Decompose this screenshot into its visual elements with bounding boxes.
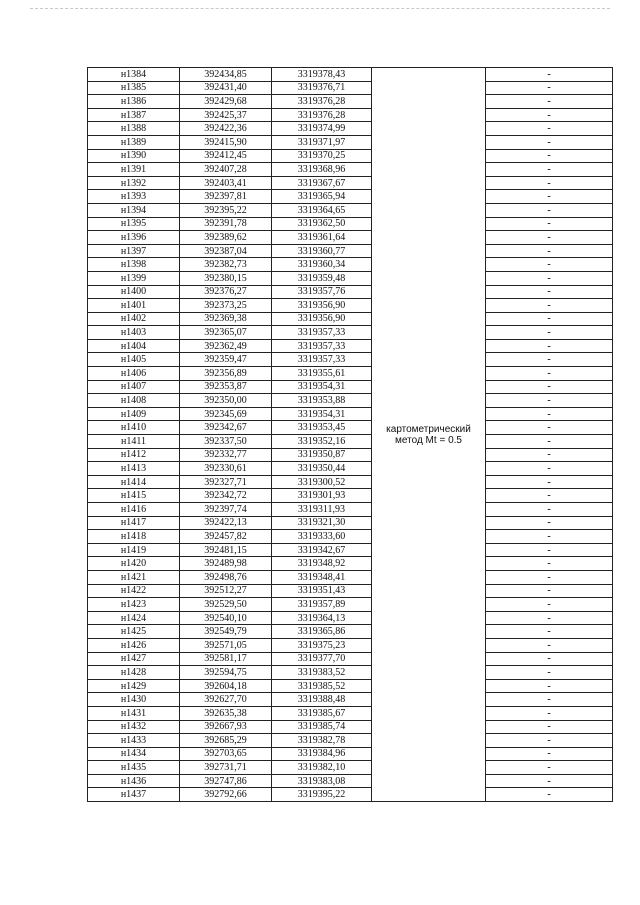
table-row	[88, 312, 613, 326]
point-id-cell: н1394	[88, 203, 180, 217]
y-coordinate-cell: 3319377,70	[272, 652, 372, 666]
table-row	[88, 462, 613, 476]
table-row	[88, 190, 613, 204]
note-cell: -	[486, 163, 613, 177]
table-row	[88, 598, 613, 612]
note-cell: -	[486, 285, 613, 299]
table-row	[88, 299, 613, 313]
note-cell: -	[486, 462, 613, 476]
x-coordinate-cell: 392498,76	[180, 570, 272, 584]
note-cell: -	[486, 190, 613, 204]
table-row	[88, 570, 613, 584]
table-row	[88, 394, 613, 408]
x-coordinate-cell: 392373,25	[180, 299, 272, 313]
note-cell: -	[486, 135, 613, 149]
y-coordinate-cell: 3319376,71	[272, 81, 372, 95]
note-cell: -	[486, 149, 613, 163]
note-cell: -	[486, 747, 613, 761]
y-coordinate-cell: 3319384,96	[272, 747, 372, 761]
note-cell: -	[486, 353, 613, 367]
point-id-cell: н1410	[88, 421, 180, 435]
point-id-cell: н1436	[88, 774, 180, 788]
note-cell: -	[486, 203, 613, 217]
point-id-cell: н1420	[88, 557, 180, 571]
x-coordinate-cell: 392549,79	[180, 625, 272, 639]
note-cell: -	[486, 706, 613, 720]
table-row	[88, 611, 613, 625]
note-cell: -	[486, 394, 613, 408]
y-coordinate-cell: 3319385,67	[272, 706, 372, 720]
note-cell: -	[486, 217, 613, 231]
y-coordinate-cell: 3319353,88	[272, 394, 372, 408]
y-coordinate-cell: 3319378,43	[272, 68, 372, 82]
point-id-cell: н1393	[88, 190, 180, 204]
x-coordinate-cell: 392594,75	[180, 666, 272, 680]
table-row	[88, 774, 613, 788]
point-id-cell: н1414	[88, 475, 180, 489]
y-coordinate-cell: 3319382,78	[272, 734, 372, 748]
y-coordinate-cell: 3319350,44	[272, 462, 372, 476]
table-row	[88, 734, 613, 748]
note-cell: -	[486, 530, 613, 544]
y-coordinate-cell: 3319348,92	[272, 557, 372, 571]
table-row	[88, 720, 613, 734]
y-coordinate-cell: 3319361,64	[272, 231, 372, 245]
x-coordinate-cell: 392489,98	[180, 557, 272, 571]
note-cell: -	[486, 611, 613, 625]
x-coordinate-cell: 392635,38	[180, 706, 272, 720]
coordinates-table-body	[88, 68, 613, 802]
table-row	[88, 543, 613, 557]
point-id-cell: н1397	[88, 244, 180, 258]
table-row	[88, 353, 613, 367]
note-cell: -	[486, 122, 613, 136]
x-coordinate-cell: 392422,13	[180, 516, 272, 530]
point-id-cell: н1405	[88, 353, 180, 367]
x-coordinate-cell: 392604,18	[180, 679, 272, 693]
y-coordinate-cell: 3319362,50	[272, 217, 372, 231]
x-coordinate-cell: 392389,62	[180, 231, 272, 245]
point-id-cell: н1435	[88, 761, 180, 775]
x-coordinate-cell: 392667,93	[180, 720, 272, 734]
x-coordinate-cell: 392403,41	[180, 176, 272, 190]
point-id-cell: н1400	[88, 285, 180, 299]
point-id-cell: н1384	[88, 68, 180, 82]
point-id-cell: н1387	[88, 108, 180, 122]
note-cell: -	[486, 367, 613, 381]
y-coordinate-cell: 3319311,93	[272, 503, 372, 517]
table-row	[88, 176, 613, 190]
x-coordinate-cell: 392512,27	[180, 584, 272, 598]
y-coordinate-cell: 3319357,33	[272, 353, 372, 367]
x-coordinate-cell: 392332,77	[180, 448, 272, 462]
y-coordinate-cell: 3319368,96	[272, 163, 372, 177]
y-coordinate-cell: 3319360,34	[272, 258, 372, 272]
point-id-cell: н1419	[88, 543, 180, 557]
table-row	[88, 652, 613, 666]
note-cell: -	[486, 95, 613, 109]
point-id-cell: н1406	[88, 367, 180, 381]
table-row	[88, 217, 613, 231]
x-coordinate-cell: 392345,69	[180, 407, 272, 421]
point-id-cell: н1416	[88, 503, 180, 517]
point-id-cell: н1404	[88, 339, 180, 353]
x-coordinate-cell: 392395,22	[180, 203, 272, 217]
y-coordinate-cell: 3319365,86	[272, 625, 372, 639]
note-cell: -	[486, 326, 613, 340]
table-row	[88, 271, 613, 285]
table-row	[88, 557, 613, 571]
x-coordinate-cell: 392397,74	[180, 503, 272, 517]
note-cell: -	[486, 271, 613, 285]
y-coordinate-cell: 3319357,76	[272, 285, 372, 299]
y-coordinate-cell: 3319354,31	[272, 407, 372, 421]
table-row	[88, 108, 613, 122]
note-cell: -	[486, 693, 613, 707]
table-row	[88, 244, 613, 258]
point-id-cell: н1392	[88, 176, 180, 190]
y-coordinate-cell: 3319357,89	[272, 598, 372, 612]
note-cell: -	[486, 448, 613, 462]
point-id-cell: н1391	[88, 163, 180, 177]
x-coordinate-cell: 392571,05	[180, 638, 272, 652]
note-cell: -	[486, 652, 613, 666]
point-id-cell: н1401	[88, 299, 180, 313]
note-cell: -	[486, 81, 613, 95]
point-id-cell: н1413	[88, 462, 180, 476]
x-coordinate-cell: 392540,10	[180, 611, 272, 625]
point-id-cell: н1417	[88, 516, 180, 530]
note-cell: -	[486, 788, 613, 802]
note-cell: -	[486, 666, 613, 680]
table-row	[88, 135, 613, 149]
y-coordinate-cell: 3319355,61	[272, 367, 372, 381]
x-coordinate-cell: 392350,00	[180, 394, 272, 408]
note-cell: -	[486, 734, 613, 748]
x-coordinate-cell: 392407,28	[180, 163, 272, 177]
x-coordinate-cell: 392356,89	[180, 367, 272, 381]
table-row	[88, 503, 613, 517]
y-coordinate-cell: 3319385,74	[272, 720, 372, 734]
y-coordinate-cell: 3319342,67	[272, 543, 372, 557]
table-row	[88, 693, 613, 707]
note-cell: -	[486, 380, 613, 394]
table-row	[88, 122, 613, 136]
point-id-cell: н1434	[88, 747, 180, 761]
table-row	[88, 203, 613, 217]
point-id-cell: н1390	[88, 149, 180, 163]
x-coordinate-cell: 392434,85	[180, 68, 272, 82]
y-coordinate-cell: 3319359,48	[272, 271, 372, 285]
note-cell: -	[486, 312, 613, 326]
y-coordinate-cell: 3319333,60	[272, 530, 372, 544]
x-coordinate-cell: 392327,71	[180, 475, 272, 489]
point-id-cell: н1403	[88, 326, 180, 340]
x-coordinate-cell: 392429,68	[180, 95, 272, 109]
note-cell: -	[486, 720, 613, 734]
table-row	[88, 421, 613, 435]
note-cell: -	[486, 584, 613, 598]
point-id-cell: н1433	[88, 734, 180, 748]
table-row	[88, 489, 613, 503]
x-coordinate-cell: 392382,73	[180, 258, 272, 272]
point-id-cell: н1395	[88, 217, 180, 231]
x-coordinate-cell: 392457,82	[180, 530, 272, 544]
point-id-cell: н1402	[88, 312, 180, 326]
table-row	[88, 530, 613, 544]
note-cell: -	[486, 258, 613, 272]
note-cell: -	[486, 435, 613, 449]
point-id-cell: н1386	[88, 95, 180, 109]
table-row	[88, 149, 613, 163]
note-cell: -	[486, 299, 613, 313]
table-row	[88, 666, 613, 680]
y-coordinate-cell: 3319364,65	[272, 203, 372, 217]
point-id-cell: н1422	[88, 584, 180, 598]
x-coordinate-cell: 392369,38	[180, 312, 272, 326]
y-coordinate-cell: 3319356,90	[272, 299, 372, 313]
method-cell	[372, 68, 486, 802]
x-coordinate-cell: 392359,47	[180, 353, 272, 367]
point-id-cell: н1431	[88, 706, 180, 720]
x-coordinate-cell: 392747,86	[180, 774, 272, 788]
y-coordinate-cell: 3319301,93	[272, 489, 372, 503]
y-coordinate-cell: 3319376,28	[272, 108, 372, 122]
note-cell: -	[486, 244, 613, 258]
x-coordinate-cell: 392703,65	[180, 747, 272, 761]
y-coordinate-cell: 3319357,33	[272, 339, 372, 353]
y-coordinate-cell: 3319376,28	[272, 95, 372, 109]
note-cell: -	[486, 638, 613, 652]
table-row	[88, 448, 613, 462]
y-coordinate-cell: 3319354,31	[272, 380, 372, 394]
page-top-edge-line	[30, 8, 610, 10]
note-cell: -	[486, 489, 613, 503]
point-id-cell: н1428	[88, 666, 180, 680]
point-id-cell: н1427	[88, 652, 180, 666]
table-row	[88, 285, 613, 299]
y-coordinate-cell: 3319350,87	[272, 448, 372, 462]
point-id-cell: н1430	[88, 693, 180, 707]
point-id-cell: н1437	[88, 788, 180, 802]
note-cell: -	[486, 543, 613, 557]
note-cell: -	[486, 557, 613, 571]
y-coordinate-cell: 3319353,45	[272, 421, 372, 435]
x-coordinate-cell: 392529,50	[180, 598, 272, 612]
x-coordinate-cell: 392362,49	[180, 339, 272, 353]
table-row	[88, 761, 613, 775]
table-row	[88, 475, 613, 489]
table-row	[88, 516, 613, 530]
note-cell: -	[486, 598, 613, 612]
point-id-cell: н1424	[88, 611, 180, 625]
note-cell: -	[486, 176, 613, 190]
y-coordinate-cell: 3319370,25	[272, 149, 372, 163]
y-coordinate-cell: 3319360,77	[272, 244, 372, 258]
table-row	[88, 163, 613, 177]
table-row	[88, 367, 613, 381]
y-coordinate-cell: 3319374,99	[272, 122, 372, 136]
table-row	[88, 435, 613, 449]
point-id-cell: н1426	[88, 638, 180, 652]
x-coordinate-cell: 392337,50	[180, 435, 272, 449]
table-row	[88, 638, 613, 652]
x-coordinate-cell: 392365,07	[180, 326, 272, 340]
y-coordinate-cell: 3319383,52	[272, 666, 372, 680]
note-cell: -	[486, 761, 613, 775]
point-id-cell: н1432	[88, 720, 180, 734]
y-coordinate-cell: 3319348,41	[272, 570, 372, 584]
y-coordinate-cell: 3319321,30	[272, 516, 372, 530]
note-cell: -	[486, 475, 613, 489]
point-id-cell: н1415	[88, 489, 180, 503]
x-coordinate-cell: 392425,37	[180, 108, 272, 122]
x-coordinate-cell: 392387,04	[180, 244, 272, 258]
y-coordinate-cell: 3319371,97	[272, 135, 372, 149]
point-id-cell: н1423	[88, 598, 180, 612]
table-row	[88, 339, 613, 353]
table-row	[88, 679, 613, 693]
x-coordinate-cell: 392627,70	[180, 693, 272, 707]
point-id-cell: н1396	[88, 231, 180, 245]
x-coordinate-cell: 392353,87	[180, 380, 272, 394]
point-id-cell: н1418	[88, 530, 180, 544]
point-id-cell: н1407	[88, 380, 180, 394]
table-row	[88, 95, 613, 109]
y-coordinate-cell: 3319357,33	[272, 326, 372, 340]
point-id-cell: н1388	[88, 122, 180, 136]
note-cell: -	[486, 503, 613, 517]
table-row	[88, 407, 613, 421]
x-coordinate-cell: 392397,81	[180, 190, 272, 204]
x-coordinate-cell: 392342,72	[180, 489, 272, 503]
x-coordinate-cell: 392415,90	[180, 135, 272, 149]
method-name: картометрический	[386, 423, 471, 435]
x-coordinate-cell: 392431,40	[180, 81, 272, 95]
y-coordinate-cell: 3319382,10	[272, 761, 372, 775]
table-row	[88, 68, 613, 82]
table-row	[88, 81, 613, 95]
y-coordinate-cell: 3319300,52	[272, 475, 372, 489]
table-row	[88, 788, 613, 802]
table-row	[88, 584, 613, 598]
y-coordinate-cell: 3319388,48	[272, 693, 372, 707]
table-row	[88, 380, 613, 394]
x-coordinate-cell: 392330,61	[180, 462, 272, 476]
point-id-cell: н1408	[88, 394, 180, 408]
x-coordinate-cell: 392342,67	[180, 421, 272, 435]
table-row	[88, 231, 613, 245]
coordinates-table	[87, 67, 613, 802]
y-coordinate-cell: 3319365,94	[272, 190, 372, 204]
table-row	[88, 625, 613, 639]
y-coordinate-cell: 3319364,13	[272, 611, 372, 625]
point-id-cell: н1389	[88, 135, 180, 149]
x-coordinate-cell: 392731,71	[180, 761, 272, 775]
note-cell: -	[486, 570, 613, 584]
x-coordinate-cell: 392412,45	[180, 149, 272, 163]
note-cell: -	[486, 625, 613, 639]
point-id-cell: н1411	[88, 435, 180, 449]
y-coordinate-cell: 3319395,22	[272, 788, 372, 802]
note-cell: -	[486, 774, 613, 788]
method-accuracy: метод Mt = 0.5	[395, 434, 462, 446]
y-coordinate-cell: 3319367,67	[272, 176, 372, 190]
y-coordinate-cell: 3319356,90	[272, 312, 372, 326]
table-row	[88, 258, 613, 272]
x-coordinate-cell: 392391,78	[180, 217, 272, 231]
y-coordinate-cell: 3319383,08	[272, 774, 372, 788]
y-coordinate-cell: 3319351,43	[272, 584, 372, 598]
point-id-cell: н1421	[88, 570, 180, 584]
point-id-cell: н1399	[88, 271, 180, 285]
point-id-cell: н1425	[88, 625, 180, 639]
y-coordinate-cell: 3319352,16	[272, 435, 372, 449]
x-coordinate-cell: 392685,29	[180, 734, 272, 748]
point-id-cell: н1385	[88, 81, 180, 95]
x-coordinate-cell: 392581,17	[180, 652, 272, 666]
table-row	[88, 706, 613, 720]
table-row	[88, 326, 613, 340]
note-cell: -	[486, 516, 613, 530]
note-cell: -	[486, 679, 613, 693]
y-coordinate-cell: 3319385,52	[272, 679, 372, 693]
x-coordinate-cell: 392481,15	[180, 543, 272, 557]
note-cell: -	[486, 231, 613, 245]
x-coordinate-cell: 392376,27	[180, 285, 272, 299]
note-cell: -	[486, 339, 613, 353]
point-id-cell: н1409	[88, 407, 180, 421]
note-cell: -	[486, 407, 613, 421]
point-id-cell: н1398	[88, 258, 180, 272]
note-cell: -	[486, 108, 613, 122]
note-cell: -	[486, 421, 613, 435]
x-coordinate-cell: 392792,66	[180, 788, 272, 802]
note-cell: -	[486, 68, 613, 82]
point-id-cell: н1429	[88, 679, 180, 693]
table-row	[88, 747, 613, 761]
x-coordinate-cell: 392380,15	[180, 271, 272, 285]
y-coordinate-cell: 3319375,23	[272, 638, 372, 652]
x-coordinate-cell: 392422,36	[180, 122, 272, 136]
point-id-cell: н1412	[88, 448, 180, 462]
